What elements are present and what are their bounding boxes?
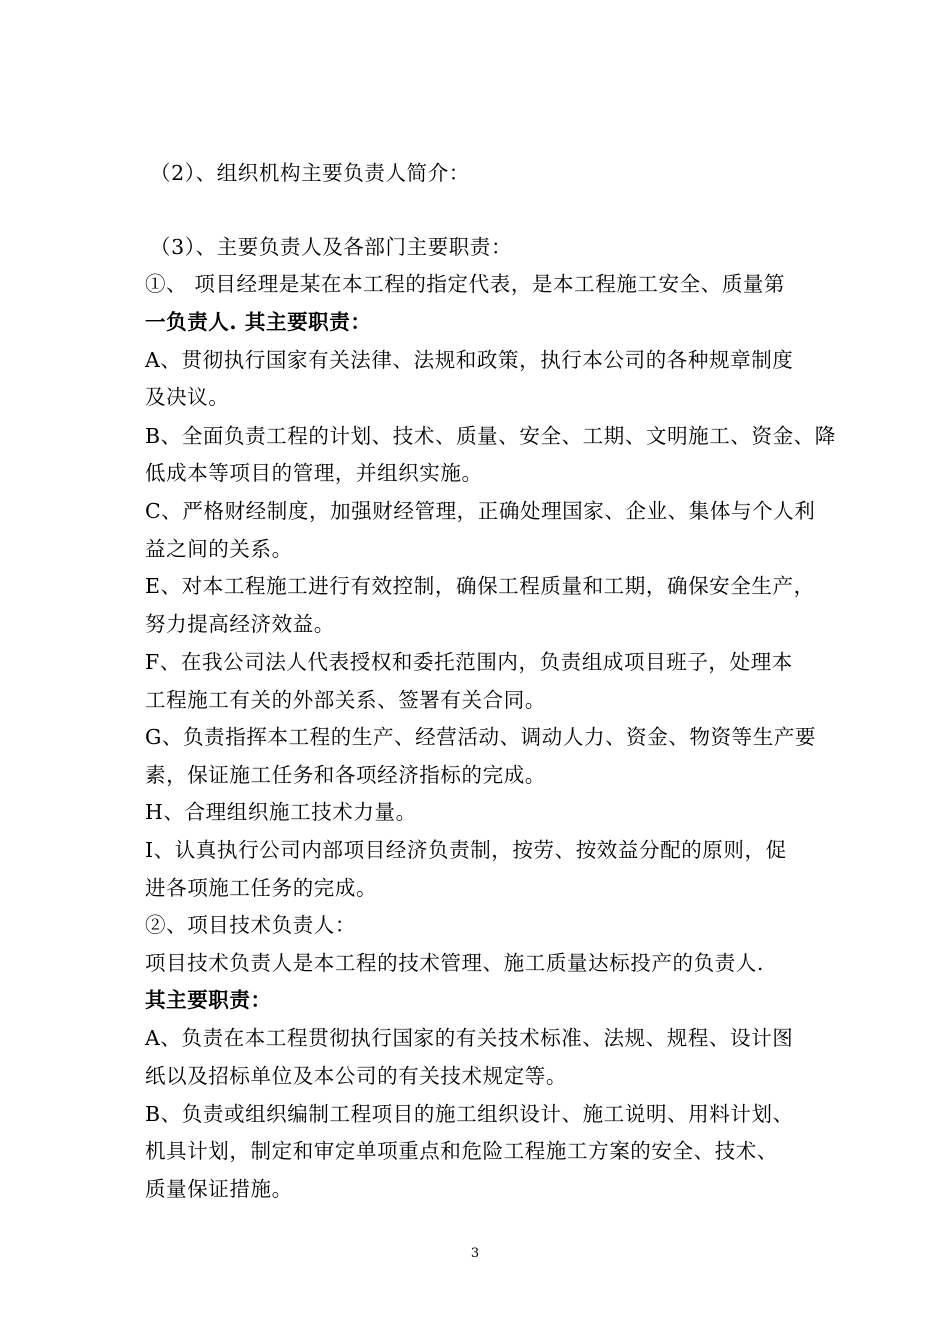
- text-line: 及决议。: [145, 385, 230, 409]
- text-line: 质量保证措施。: [145, 1177, 293, 1201]
- text-line: ②、项目技术负责人：: [145, 913, 356, 937]
- text-line: 低成本等项目的管理，并组织实施。: [145, 461, 483, 485]
- text-line: 纸以及招标单位及本公司的有关技术规定等。: [145, 1064, 567, 1088]
- text-line: H、合理组织施工技术力量。: [145, 800, 417, 824]
- text-line: B、全面负责工程的计划、技术、质量、安全、工期、文明施工、资金、降: [145, 424, 836, 448]
- text-line: F、在我公司法人代表授权和委托范围内，负责组成项目班子，处理本: [145, 650, 793, 674]
- text-line: I、认真执行公司内部项目经济负责制，按劳、按效益分配的原则，促: [145, 838, 787, 862]
- text-line: A、负责在本工程贯彻执行国家的有关技术标准、法规、规程、设计图: [145, 1026, 794, 1050]
- text-line: A、贯彻执行国家有关法律、法规和政策，执行本公司的各种规章制度: [145, 348, 794, 372]
- text-line: 努力提高经济效益。: [145, 612, 335, 636]
- text-line: 一负责人. 其主要职责：: [145, 310, 372, 334]
- section-heading-3: （3）、主要负责人及各部门主要职责：: [150, 235, 513, 259]
- text-line: C、严格财经制度，加强财经管理，正确处理国家、企业、集体与个人利: [145, 499, 816, 523]
- text-line: 工程施工有关的外部关系、签署有关合同。: [145, 688, 546, 712]
- text-line: 进各项施工任务的完成。: [145, 876, 378, 900]
- text-line: G、负责指挥本工程的生产、经营活动、调动人力、资金、物资等生产要: [145, 725, 817, 749]
- text-line: E、对本工程施工进行有效控制，确保工程质量和工期，确保安全生产，: [145, 574, 815, 598]
- text-line: B、负责或组织编制工程项目的施工组织设计、施工说明、用料计划、: [145, 1102, 794, 1126]
- text-line: 项目技术负责人是本工程的技术管理、施工质量达标投产的负责人.: [145, 951, 765, 975]
- page-number: 3: [470, 1246, 480, 1261]
- text-line: 机具计划，制定和审定单项重点和危险工程施工方案的安全、技术、: [145, 1139, 778, 1163]
- text-line: 素，保证施工任务和各项经济指标的完成。: [145, 763, 546, 787]
- text-line: 其主要职责：: [145, 988, 272, 1012]
- text-line: 益之间的关系。: [145, 537, 293, 561]
- text-line: ①、 项目经理是某在本工程的指定代表，是本工程施工安全、质量第: [145, 272, 786, 296]
- section-heading-2: （2）、组织机构主要负责人简介：: [150, 161, 470, 185]
